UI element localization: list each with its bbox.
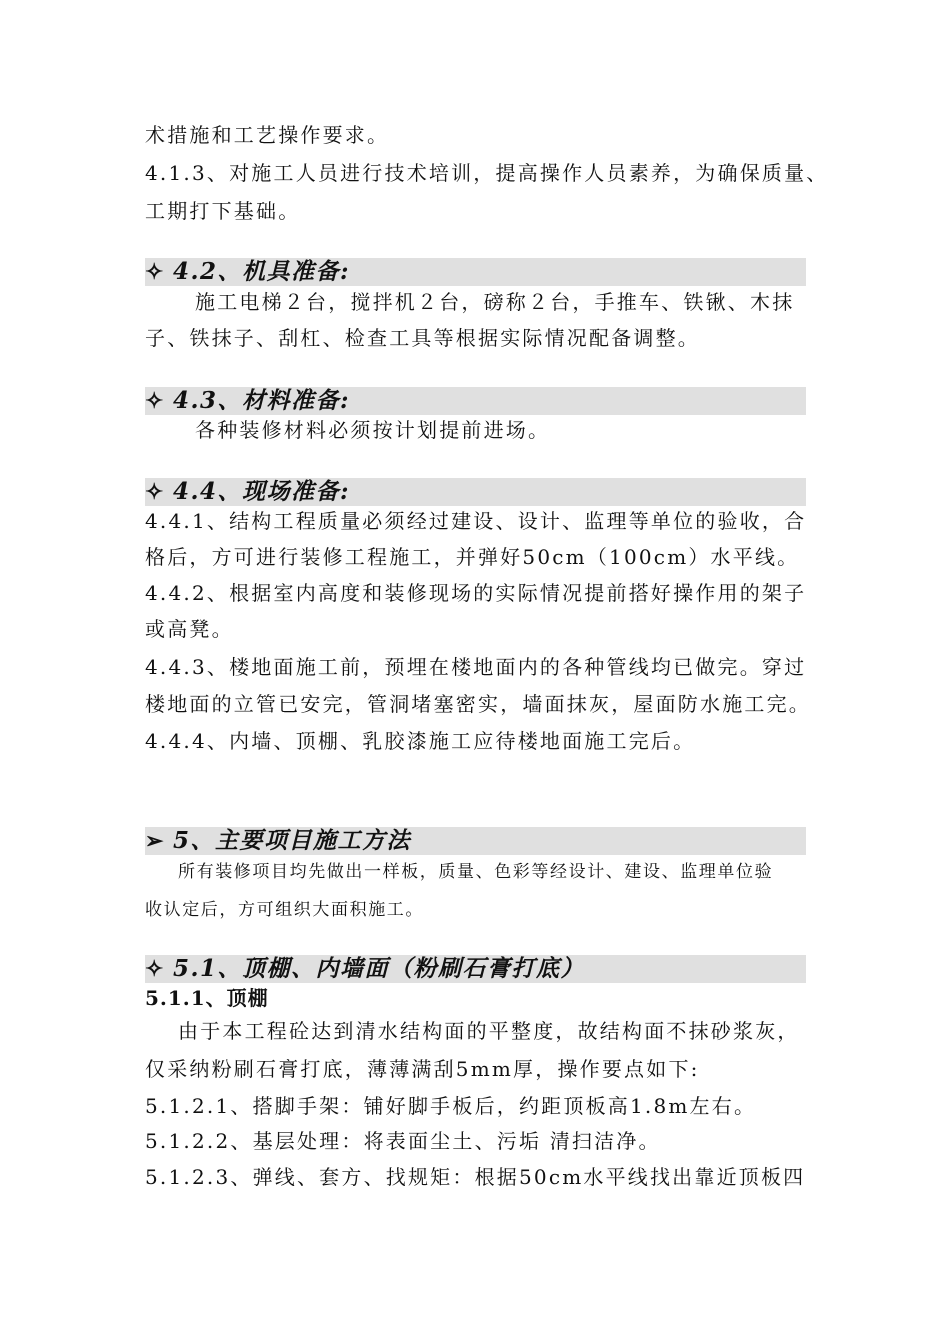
text-line: 工期打下基础。 bbox=[145, 199, 301, 223]
text-line: 5.1.2.3、弹线、套方、找规矩：根据50cm水平线找出靠近顶板四 bbox=[145, 1165, 806, 1189]
diamond-star-icon: ✧ bbox=[145, 479, 165, 505]
text-line: 格后，方可进行装修工程施工，并弹好50cm（100cm）水平线。 bbox=[145, 545, 800, 569]
section-heading-4-2: ✧ 4.2、机具准备: bbox=[145, 258, 806, 286]
section-heading-4-3: ✧ 4.3、材料准备: bbox=[145, 387, 806, 415]
text-line: 楼地面的立管已安完，管洞堵塞密实，墙面抹灰，屋面防水施工完。 bbox=[145, 692, 811, 716]
text-line: 或高凳。 bbox=[145, 617, 234, 641]
text-line: 4.4.2、根据室内高度和装修现场的实际情况提前搭好操作用的架子 bbox=[145, 581, 807, 605]
text-line: 4.4.1、结构工程质量必须经过建设、设计、监理等单位的验收，合 bbox=[145, 509, 807, 533]
text-line: 收认定后，方可组织大面积施工。 bbox=[145, 900, 424, 920]
text-line: 仅采纳粉刷石膏打底，薄薄满刮5mm厚，操作要点如下: bbox=[145, 1057, 700, 1081]
section-heading-4-4: ✧ 4.4、现场准备: bbox=[145, 478, 806, 506]
text-line: 术措施和工艺操作要求。 bbox=[145, 123, 390, 147]
text-line: 子、铁抹子、刮杠、检查工具等根据实际情况配备调整。 bbox=[145, 326, 700, 350]
text-line: 所有装修项目均先做出一样板，质量、色彩等经设计、建设、监理单位验 bbox=[178, 862, 774, 882]
text-line: 4.4.3、楼地面施工前，预埋在楼地面内的各种管线均已做完。穿过 bbox=[145, 655, 807, 679]
text-line: 5.1.2.1、搭脚手架：铺好脚手板后，约距顶板高1.8m左右。 bbox=[145, 1094, 757, 1118]
diamond-star-icon: ✧ bbox=[145, 388, 165, 414]
section-heading-5-1: ✧ 5.1、顶棚、内墙面（粉刷石膏打底） bbox=[145, 955, 806, 983]
text-line: 由于本工程砼达到清水结构面的平整度，故结构面不抹砂浆灰， bbox=[178, 1019, 800, 1043]
section-heading-5: ➢ 5、主要项目施工方法 bbox=[145, 827, 806, 855]
subsection-title: 5.1.1、顶棚 bbox=[145, 986, 269, 1010]
diamond-star-icon: ✧ bbox=[145, 259, 165, 285]
text-line: 施工电梯２台，搅拌机２台，磅称２台，手推车、铁锹、木抹 bbox=[195, 290, 795, 314]
diamond-star-icon: ✧ bbox=[145, 956, 165, 982]
text-line: 5.1.2.2、基层处理：将表面尘土、污垢 清扫洁净。 bbox=[145, 1129, 661, 1153]
text-line: 4.1.3、对施工人员进行技术培训，提高操作人员素养，为确保质量、 bbox=[145, 161, 829, 185]
arrowhead-icon: ➢ bbox=[145, 828, 165, 854]
text-line: 各种装修材料必须按计划提前进场。 bbox=[195, 418, 551, 442]
text-line: 4.4.4、内墙、顶棚、乳胶漆施工应待楼地面施工完后。 bbox=[145, 729, 696, 753]
